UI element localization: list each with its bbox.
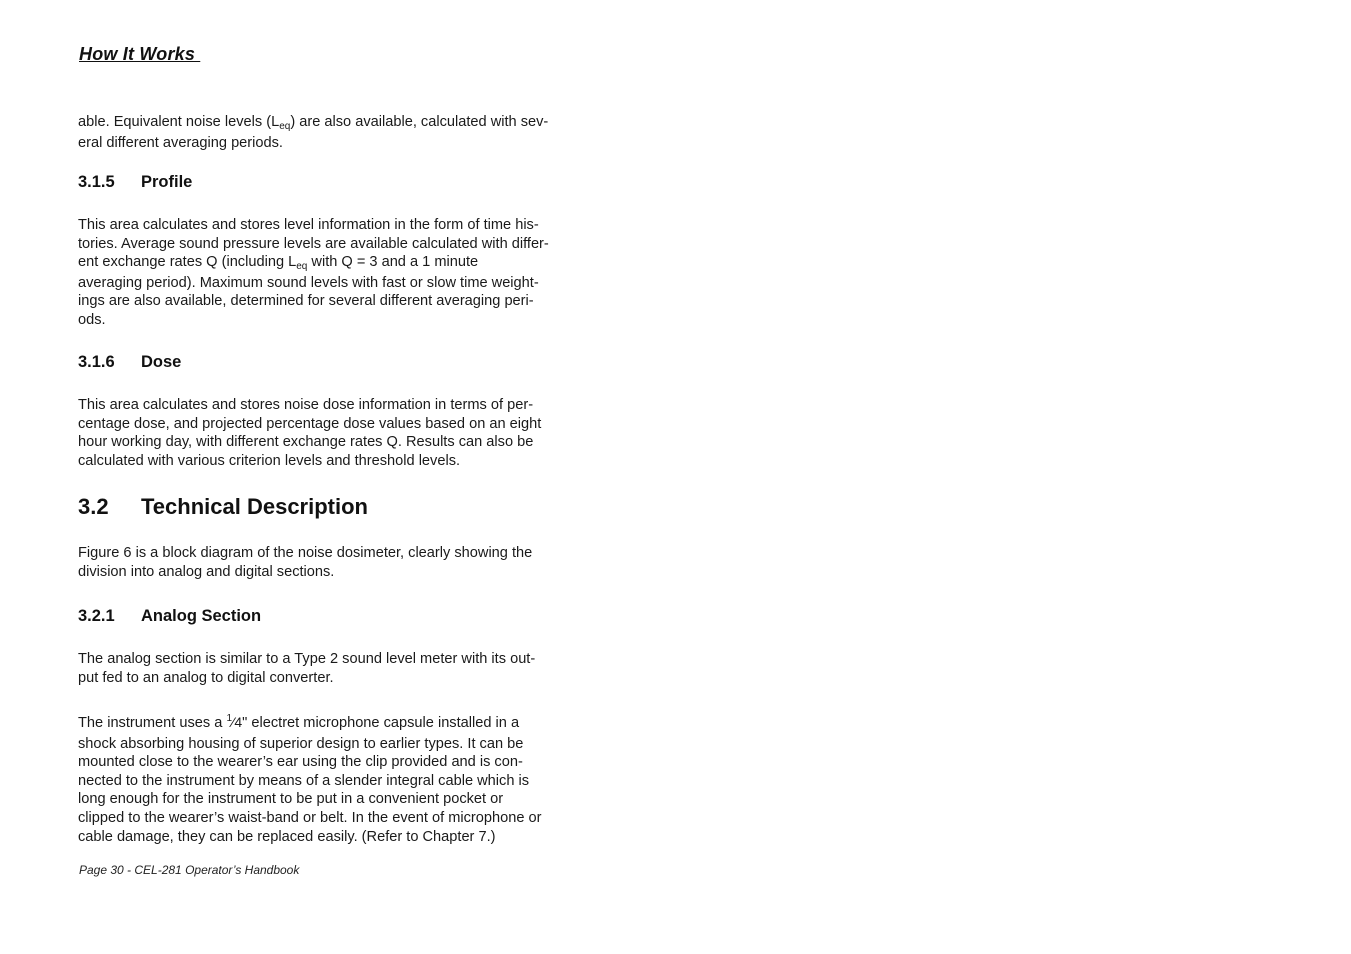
section-heading-profile: 3.1.5 Profile — [78, 173, 193, 191]
text-line: division into analog and digital sections. — [78, 563, 335, 580]
text-line: tories. Average sound pressure levels are available calculated with differ- — [78, 235, 549, 252]
text-line: This area calculates and stores level information in the form of time his- — [78, 217, 539, 233]
analog-paragraph-2 — [78, 713, 598, 846]
text-line: shock absorbing housing of superior design to earlier types. It can be — [78, 735, 524, 752]
text-line: ent exchange rates Q (including $L_{eq}$ with Q = 3 and a 1 minute — [78, 254, 479, 273]
section-heading-technical-description: 3.2 Technical Description — [78, 494, 368, 519]
text-line: ings are also available, determined for several different averaging peri- — [78, 293, 534, 310]
technical-paragraph — [78, 544, 598, 581]
text-line: centage dose, and projected percentage dose values based on an eight — [78, 415, 542, 432]
page-footer: Page 30 - CEL-281 Operator’s Handbook — [79, 863, 300, 877]
text-line: mounted close to the wearer’s ear using the clip provided and is con- — [78, 754, 523, 771]
text-line: eral different averaging periods. — [78, 134, 283, 151]
text-line: ods. — [78, 311, 106, 328]
text-line: The instrument uses a $^1$⁄4" electret microphone capsule installed in a — [78, 713, 520, 731]
text-line: hour working day, with different exchange rates Q. Results can also be — [78, 434, 534, 451]
text-line: averaging period). Maximum sound levels with fast or slow time weight- — [78, 274, 539, 291]
text-line: able. Equivalent noise levels $(L_{eq})$ are also available, calculated with sev- — [78, 114, 549, 132]
text-line: put fed to an analog to digital converter. — [78, 669, 334, 686]
text-line: This area calculates and stores noise dose information in terms of per- — [78, 397, 534, 413]
section-heading-analog: 3.2.1 Analog Section — [78, 607, 262, 625]
text-line: calculated with various criterion levels and threshold levels. — [78, 452, 461, 469]
text-line: clipped to the wearer’s waist-band or belt. In the event of microphone or — [78, 809, 542, 826]
section-heading-dose: 3.1.6 Dose — [78, 353, 182, 371]
text-line: nected to the instrument by means of a slender integral cable which is — [78, 772, 530, 789]
text-line: The analog section is similar to a Type 2 sound level meter with its out- — [78, 651, 536, 667]
intro-paragraph — [78, 113, 598, 152]
running-header: How It Works — [79, 44, 201, 64]
profile-paragraph — [78, 216, 598, 330]
text-line: Figure 6 is a block diagram of the noise dosimeter, clearly showing the — [78, 545, 533, 561]
analog-paragraph-1 — [78, 650, 598, 687]
text-line: long enough for the instrument to be put in a convenient pocket or — [78, 791, 504, 808]
text-line: cable damage, they can be replaced easily. (Refer to Chapter 7.) — [78, 828, 496, 845]
dose-paragraph — [78, 396, 598, 470]
